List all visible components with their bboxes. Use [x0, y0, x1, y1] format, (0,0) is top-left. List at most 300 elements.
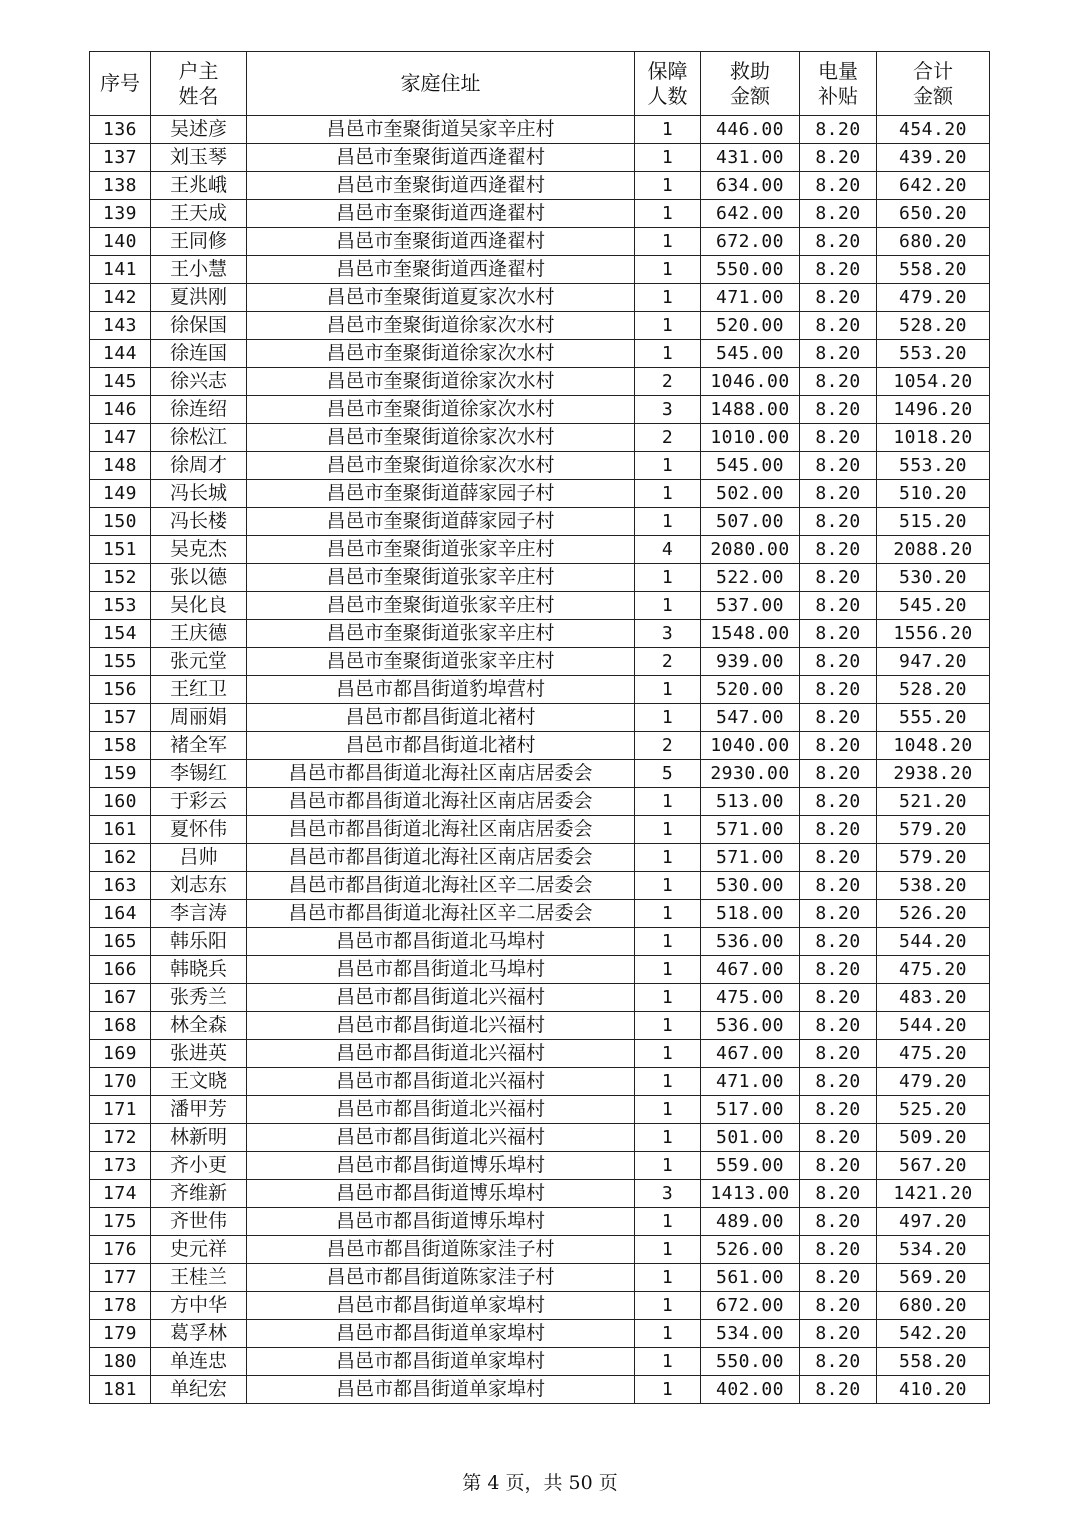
cell-total: 1421.20	[877, 1180, 990, 1208]
cell-power: 8.20	[800, 200, 877, 228]
cell-address: 昌邑市都昌街道北兴福村	[247, 1068, 635, 1096]
cell-aid: 402.00	[701, 1376, 800, 1404]
cell-power: 8.20	[800, 256, 877, 284]
table-row	[90, 172, 990, 200]
cell-seq: 166	[90, 956, 151, 984]
table-row	[90, 284, 990, 312]
cell-seq: 141	[90, 256, 151, 284]
cell-total: 1018.20	[877, 424, 990, 452]
table-row	[90, 872, 990, 900]
cell-total: 1496.20	[877, 396, 990, 424]
cell-count: 1	[635, 1236, 701, 1264]
cell-address: 昌邑市奎聚街道薛家园子村	[247, 480, 635, 508]
cell-seq: 163	[90, 872, 151, 900]
table-row	[90, 956, 990, 984]
cell-address: 昌邑市都昌街道北兴福村	[247, 1012, 635, 1040]
header-aid-line2: 金额	[730, 83, 770, 108]
cell-total: 2088.20	[877, 536, 990, 564]
table-row	[90, 424, 990, 452]
table-row	[90, 1376, 990, 1404]
table-row	[90, 508, 990, 536]
cell-aid: 536.00	[701, 1012, 800, 1040]
cell-power: 8.20	[800, 340, 877, 368]
cell-seq: 162	[90, 844, 151, 872]
cell-count: 1	[635, 256, 701, 284]
cell-aid: 1046.00	[701, 368, 800, 396]
cell-aid: 559.00	[701, 1152, 800, 1180]
cell-aid: 1010.00	[701, 424, 800, 452]
cell-address: 昌邑市奎聚街道张家辛庄村	[247, 648, 635, 676]
cell-seq: 148	[90, 452, 151, 480]
table-row	[90, 228, 990, 256]
cell-power: 8.20	[800, 480, 877, 508]
cell-power: 8.20	[800, 648, 877, 676]
cell-power: 8.20	[800, 1236, 877, 1264]
cell-power: 8.20	[800, 424, 877, 452]
cell-name: 林新明	[151, 1124, 247, 1152]
cell-seq: 171	[90, 1096, 151, 1124]
cell-count: 1	[635, 1292, 701, 1320]
table-row	[90, 368, 990, 396]
cell-seq: 179	[90, 1320, 151, 1348]
cell-address: 昌邑市奎聚街道张家辛庄村	[247, 536, 635, 564]
cell-name: 吴化良	[151, 592, 247, 620]
cell-total: 553.20	[877, 452, 990, 480]
cell-count: 1	[635, 1208, 701, 1236]
cell-name: 单连忠	[151, 1348, 247, 1376]
cell-address: 昌邑市都昌街道博乐埠村	[247, 1152, 635, 1180]
cell-name: 徐连绍	[151, 396, 247, 424]
cell-aid: 522.00	[701, 564, 800, 592]
cell-count: 5	[635, 760, 701, 788]
cell-name: 吕帅	[151, 844, 247, 872]
cell-name: 王红卫	[151, 676, 247, 704]
cell-total: 525.20	[877, 1096, 990, 1124]
cell-address: 昌邑市都昌街道北马埠村	[247, 956, 635, 984]
cell-seq: 155	[90, 648, 151, 676]
cell-power: 8.20	[800, 396, 877, 424]
cell-power: 8.20	[800, 676, 877, 704]
cell-address: 昌邑市都昌街道单家埠村	[247, 1376, 635, 1404]
cell-name: 史元祥	[151, 1236, 247, 1264]
cell-aid: 530.00	[701, 872, 800, 900]
cell-seq: 143	[90, 312, 151, 340]
cell-address: 昌邑市都昌街道北褚村	[247, 704, 635, 732]
cell-seq: 156	[90, 676, 151, 704]
cell-total: 579.20	[877, 816, 990, 844]
cell-address: 昌邑市奎聚街道徐家次水村	[247, 312, 635, 340]
cell-total: 526.20	[877, 900, 990, 928]
cell-name: 王同修	[151, 228, 247, 256]
table-row	[90, 984, 990, 1012]
table-row	[90, 620, 990, 648]
cell-power: 8.20	[800, 592, 877, 620]
cell-count: 1	[635, 1096, 701, 1124]
table-row	[90, 144, 990, 172]
cell-seq: 157	[90, 704, 151, 732]
header-name	[151, 52, 247, 116]
table-row	[90, 1012, 990, 1040]
cell-power: 8.20	[800, 452, 877, 480]
table-body	[90, 116, 990, 1404]
cell-name: 周丽娟	[151, 704, 247, 732]
cell-seq: 136	[90, 116, 151, 144]
cell-aid: 1488.00	[701, 396, 800, 424]
cell-name: 潘甲芳	[151, 1096, 247, 1124]
cell-count: 1	[635, 1124, 701, 1152]
cell-total: 558.20	[877, 1348, 990, 1376]
cell-total: 521.20	[877, 788, 990, 816]
cell-aid: 571.00	[701, 844, 800, 872]
cell-count: 1	[635, 200, 701, 228]
cell-seq: 144	[90, 340, 151, 368]
cell-count: 1	[635, 452, 701, 480]
cell-power: 8.20	[800, 984, 877, 1012]
cell-address: 昌邑市奎聚街道西逄翟村	[247, 172, 635, 200]
cell-address: 昌邑市都昌街道博乐埠村	[247, 1208, 635, 1236]
table-row	[90, 816, 990, 844]
table-row	[90, 844, 990, 872]
cell-count: 1	[635, 340, 701, 368]
table-row	[90, 480, 990, 508]
cell-name: 夏怀伟	[151, 816, 247, 844]
header-row	[90, 52, 990, 116]
cell-seq: 173	[90, 1152, 151, 1180]
cell-total: 2938.20	[877, 760, 990, 788]
cell-aid: 545.00	[701, 452, 800, 480]
cell-power: 8.20	[800, 1376, 877, 1404]
cell-name: 单纪宏	[151, 1376, 247, 1404]
cell-aid: 550.00	[701, 1348, 800, 1376]
cell-aid: 517.00	[701, 1096, 800, 1124]
cell-power: 8.20	[800, 1152, 877, 1180]
cell-power: 8.20	[800, 844, 877, 872]
cell-count: 1	[635, 172, 701, 200]
cell-seq: 167	[90, 984, 151, 1012]
cell-seq: 158	[90, 732, 151, 760]
table-row	[90, 116, 990, 144]
cell-seq: 165	[90, 928, 151, 956]
cell-count: 1	[635, 480, 701, 508]
header-address	[247, 52, 635, 116]
cell-count: 3	[635, 1180, 701, 1208]
cell-power: 8.20	[800, 1040, 877, 1068]
header-aid	[701, 52, 800, 116]
cell-aid: 537.00	[701, 592, 800, 620]
cell-seq: 175	[90, 1208, 151, 1236]
cell-name: 刘玉琴	[151, 144, 247, 172]
cell-name: 张秀兰	[151, 984, 247, 1012]
cell-power: 8.20	[800, 620, 877, 648]
cell-name: 张进英	[151, 1040, 247, 1068]
table-row	[90, 312, 990, 340]
cell-name: 王小慧	[151, 256, 247, 284]
page-footer: 第 4 页，共 50 页	[462, 1472, 618, 1494]
cell-aid: 471.00	[701, 284, 800, 312]
cell-aid: 1413.00	[701, 1180, 800, 1208]
cell-aid: 518.00	[701, 900, 800, 928]
header-name-line2: 姓名	[178, 83, 219, 108]
cell-aid: 547.00	[701, 704, 800, 732]
cell-count: 2	[635, 424, 701, 452]
cell-seq: 142	[90, 284, 151, 312]
cell-power: 8.20	[800, 536, 877, 564]
cell-aid: 431.00	[701, 144, 800, 172]
cell-name: 齐世伟	[151, 1208, 247, 1236]
cell-name: 冯长楼	[151, 508, 247, 536]
cell-name: 刘志东	[151, 872, 247, 900]
cell-address: 昌邑市都昌街道单家埠村	[247, 1320, 635, 1348]
cell-address: 昌邑市奎聚街道西逄翟村	[247, 228, 635, 256]
cell-address: 昌邑市都昌街道北兴福村	[247, 1040, 635, 1068]
cell-total: 479.20	[877, 1068, 990, 1096]
cell-address: 昌邑市都昌街道北海社区辛二居委会	[247, 900, 635, 928]
cell-seq: 176	[90, 1236, 151, 1264]
table-row	[90, 732, 990, 760]
cell-power: 8.20	[800, 564, 877, 592]
cell-seq: 160	[90, 788, 151, 816]
cell-count: 1	[635, 1376, 701, 1404]
header-count-line2: 人数	[647, 83, 688, 108]
cell-address: 昌邑市奎聚街道西逄翟村	[247, 256, 635, 284]
header-power	[800, 52, 877, 116]
table-row	[90, 676, 990, 704]
cell-name: 徐保国	[151, 312, 247, 340]
cell-count: 1	[635, 1012, 701, 1040]
cell-seq: 178	[90, 1292, 151, 1320]
cell-total: 410.20	[877, 1376, 990, 1404]
cell-address: 昌邑市都昌街道北兴福村	[247, 1096, 635, 1124]
cell-seq: 172	[90, 1124, 151, 1152]
cell-seq: 146	[90, 396, 151, 424]
cell-name: 徐兴志	[151, 368, 247, 396]
cell-aid: 1040.00	[701, 732, 800, 760]
cell-total: 680.20	[877, 228, 990, 256]
cell-address: 昌邑市奎聚街道徐家次水村	[247, 340, 635, 368]
cell-seq: 181	[90, 1376, 151, 1404]
cell-power: 8.20	[800, 872, 877, 900]
cell-total: 545.20	[877, 592, 990, 620]
header-total	[877, 52, 990, 116]
cell-name: 吴克杰	[151, 536, 247, 564]
header-address-label: 家庭住址	[400, 71, 481, 95]
cell-address: 昌邑市奎聚街道夏家次水村	[247, 284, 635, 312]
cell-power: 8.20	[800, 928, 877, 956]
cell-name: 夏洪刚	[151, 284, 247, 312]
cell-address: 昌邑市都昌街道陈家洼子村	[247, 1264, 635, 1292]
table-row	[90, 900, 990, 928]
cell-name: 徐连国	[151, 340, 247, 368]
cell-address: 昌邑市都昌街道北海社区南店居委会	[247, 816, 635, 844]
cell-name: 王天成	[151, 200, 247, 228]
cell-seq: 147	[90, 424, 151, 452]
cell-total: 528.20	[877, 676, 990, 704]
cell-aid: 502.00	[701, 480, 800, 508]
table-row	[90, 340, 990, 368]
table-row	[90, 1292, 990, 1320]
cell-power: 8.20	[800, 1348, 877, 1376]
cell-address: 昌邑市奎聚街道张家辛庄村	[247, 564, 635, 592]
cell-total: 439.20	[877, 144, 990, 172]
cell-count: 1	[635, 284, 701, 312]
cell-count: 3	[635, 620, 701, 648]
cell-name: 李言涛	[151, 900, 247, 928]
cell-total: 579.20	[877, 844, 990, 872]
cell-total: 530.20	[877, 564, 990, 592]
cell-count: 1	[635, 1152, 701, 1180]
cell-address: 昌邑市都昌街道豹埠营村	[247, 676, 635, 704]
cell-power: 8.20	[800, 956, 877, 984]
cell-count: 1	[635, 872, 701, 900]
cell-count: 1	[635, 116, 701, 144]
cell-address: 昌邑市都昌街道单家埠村	[247, 1292, 635, 1320]
cell-address: 昌邑市奎聚街道张家辛庄村	[247, 620, 635, 648]
cell-aid: 672.00	[701, 1292, 800, 1320]
header-power-line1: 电量	[818, 58, 858, 83]
cell-power: 8.20	[800, 900, 877, 928]
table-row	[90, 1068, 990, 1096]
cell-power: 8.20	[800, 368, 877, 396]
cell-power: 8.20	[800, 1320, 877, 1348]
cell-aid: 642.00	[701, 200, 800, 228]
cell-count: 1	[635, 144, 701, 172]
cell-power: 8.20	[800, 732, 877, 760]
table-row	[90, 1152, 990, 1180]
cell-name: 张元堂	[151, 648, 247, 676]
cell-name: 葛孚林	[151, 1320, 247, 1348]
cell-total: 528.20	[877, 312, 990, 340]
cell-power: 8.20	[800, 1292, 877, 1320]
cell-name: 冯长城	[151, 480, 247, 508]
cell-count: 1	[635, 1348, 701, 1376]
cell-total: 558.20	[877, 256, 990, 284]
cell-name: 方中华	[151, 1292, 247, 1320]
cell-count: 1	[635, 704, 701, 732]
cell-name: 张以德	[151, 564, 247, 592]
cell-address: 昌邑市都昌街道陈家洼子村	[247, 1236, 635, 1264]
cell-total: 510.20	[877, 480, 990, 508]
header-seq	[90, 52, 151, 116]
table-row	[90, 452, 990, 480]
cell-total: 515.20	[877, 508, 990, 536]
cell-seq: 149	[90, 480, 151, 508]
cell-power: 8.20	[800, 1264, 877, 1292]
table-row	[90, 788, 990, 816]
cell-total: 454.20	[877, 116, 990, 144]
cell-total: 475.20	[877, 956, 990, 984]
cell-aid: 501.00	[701, 1124, 800, 1152]
cell-aid: 520.00	[701, 312, 800, 340]
cell-total: 555.20	[877, 704, 990, 732]
cell-total: 553.20	[877, 340, 990, 368]
cell-aid: 471.00	[701, 1068, 800, 1096]
cell-count: 2	[635, 732, 701, 760]
cell-name: 韩晓兵	[151, 956, 247, 984]
cell-address: 昌邑市都昌街道北褚村	[247, 732, 635, 760]
cell-total: 947.20	[877, 648, 990, 676]
cell-count: 1	[635, 676, 701, 704]
table-row	[90, 704, 990, 732]
cell-power: 8.20	[800, 284, 877, 312]
cell-power: 8.20	[800, 116, 877, 144]
table-row	[90, 536, 990, 564]
cell-aid: 534.00	[701, 1320, 800, 1348]
cell-address: 昌邑市奎聚街道徐家次水村	[247, 424, 635, 452]
cell-power: 8.20	[800, 788, 877, 816]
header-total-line1: 合计	[913, 58, 953, 83]
cell-total: 497.20	[877, 1208, 990, 1236]
cell-address: 昌邑市奎聚街道徐家次水村	[247, 368, 635, 396]
cell-aid: 550.00	[701, 256, 800, 284]
table-row	[90, 648, 990, 676]
table-row	[90, 592, 990, 620]
header-seq-label: 序号	[100, 71, 140, 95]
cell-name: 于彩云	[151, 788, 247, 816]
cell-address: 昌邑市奎聚街道西逄翟村	[247, 200, 635, 228]
cell-seq: 161	[90, 816, 151, 844]
cell-seq: 138	[90, 172, 151, 200]
cell-count: 1	[635, 928, 701, 956]
cell-name: 齐维新	[151, 1180, 247, 1208]
cell-total: 479.20	[877, 284, 990, 312]
cell-address: 昌邑市奎聚街道徐家次水村	[247, 452, 635, 480]
cell-aid: 672.00	[701, 228, 800, 256]
table-row	[90, 256, 990, 284]
cell-aid: 467.00	[701, 1040, 800, 1068]
cell-aid: 526.00	[701, 1236, 800, 1264]
cell-count: 1	[635, 984, 701, 1012]
cell-address: 昌邑市都昌街道北海社区辛二居委会	[247, 872, 635, 900]
cell-seq: 145	[90, 368, 151, 396]
cell-count: 1	[635, 1068, 701, 1096]
cell-address: 昌邑市都昌街道北兴福村	[247, 984, 635, 1012]
cell-total: 534.20	[877, 1236, 990, 1264]
table-row	[90, 1124, 990, 1152]
cell-seq: 164	[90, 900, 151, 928]
cell-name: 齐小更	[151, 1152, 247, 1180]
table-row	[90, 1040, 990, 1068]
cell-total: 544.20	[877, 1012, 990, 1040]
table-row	[90, 396, 990, 424]
cell-name: 李锡红	[151, 760, 247, 788]
cell-aid: 634.00	[701, 172, 800, 200]
table-row	[90, 1180, 990, 1208]
cell-count: 1	[635, 508, 701, 536]
cell-name: 林全森	[151, 1012, 247, 1040]
cell-address: 昌邑市奎聚街道徐家次水村	[247, 396, 635, 424]
cell-total: 483.20	[877, 984, 990, 1012]
cell-power: 8.20	[800, 144, 877, 172]
cell-address: 昌邑市都昌街道北海社区南店居委会	[247, 760, 635, 788]
cell-seq: 150	[90, 508, 151, 536]
table-row	[90, 1320, 990, 1348]
cell-count: 4	[635, 536, 701, 564]
cell-address: 昌邑市都昌街道博乐埠村	[247, 1180, 635, 1208]
cell-aid: 939.00	[701, 648, 800, 676]
cell-aid: 545.00	[701, 340, 800, 368]
cell-name: 徐松江	[151, 424, 247, 452]
header-aid-line1: 救助	[730, 58, 770, 83]
cell-total: 642.20	[877, 172, 990, 200]
cell-total: 544.20	[877, 928, 990, 956]
cell-aid: 520.00	[701, 676, 800, 704]
cell-power: 8.20	[800, 760, 877, 788]
cell-count: 1	[635, 592, 701, 620]
cell-power: 8.20	[800, 1012, 877, 1040]
header-power-line2: 补贴	[818, 83, 858, 108]
cell-address: 昌邑市奎聚街道吴家辛庄村	[247, 116, 635, 144]
cell-aid: 536.00	[701, 928, 800, 956]
